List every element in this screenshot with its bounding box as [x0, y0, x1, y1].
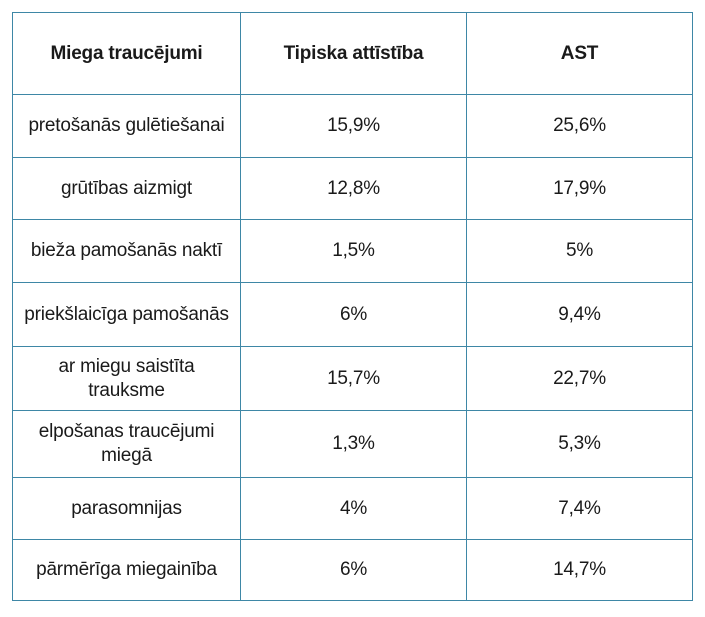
typical-value: 15,9% — [241, 95, 467, 158]
ast-value: 25,6% — [467, 95, 693, 158]
ast-value: 22,7% — [467, 347, 693, 411]
typical-value: 1,3% — [241, 411, 467, 478]
ast-value: 5% — [467, 220, 693, 283]
row-label: parasomnijas — [13, 478, 241, 540]
typical-value: 1,5% — [241, 220, 467, 283]
table-header-row — [13, 13, 693, 95]
ast-value: 17,9% — [467, 158, 693, 220]
typical-value: 15,7% — [241, 347, 467, 411]
table-row — [13, 283, 693, 347]
table-row — [13, 411, 693, 478]
typical-value: 6% — [241, 283, 467, 347]
row-label: ar miegu saistīta trauksme — [13, 347, 241, 411]
row-label: bieža pamošanās naktī — [13, 220, 241, 283]
table-row — [13, 158, 693, 220]
header-ast: AST — [467, 13, 693, 95]
row-label: pārmērīga miegainība — [13, 540, 241, 601]
typical-value: 6% — [241, 540, 467, 601]
header-typical-development: Tipiska attīstība — [241, 13, 467, 95]
table-row — [13, 95, 693, 158]
typical-value: 12,8% — [241, 158, 467, 220]
sleep-disorders-table — [12, 12, 693, 601]
row-label: priekšlaicīga pamošanās — [13, 283, 241, 347]
header-sleep-disorders: Miega traucējumi — [13, 13, 241, 95]
ast-value: 5,3% — [467, 411, 693, 478]
row-label: grūtības aizmigt — [13, 158, 241, 220]
row-label: elpošanas traucējumi miegā — [13, 411, 241, 478]
ast-value: 7,4% — [467, 478, 693, 540]
table-row — [13, 220, 693, 283]
table-row — [13, 478, 693, 540]
ast-value: 14,7% — [467, 540, 693, 601]
row-label: pretošanās gulētiešanai — [13, 95, 241, 158]
ast-value: 9,4% — [467, 283, 693, 347]
table-row — [13, 540, 693, 601]
typical-value: 4% — [241, 478, 467, 540]
table-row — [13, 347, 693, 411]
